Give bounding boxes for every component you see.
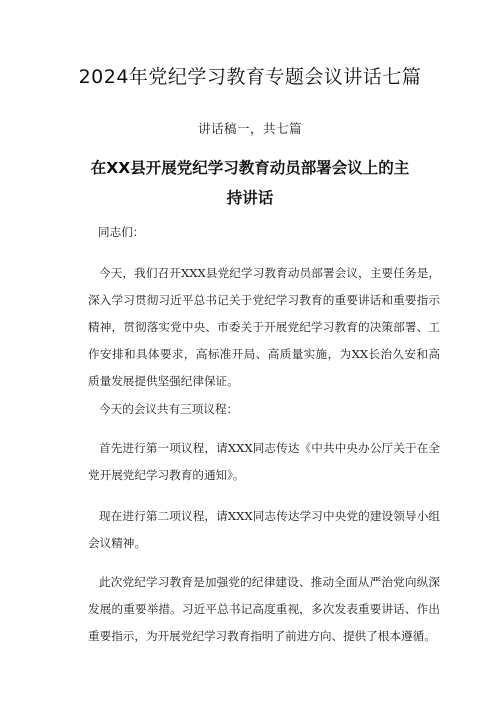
paragraph-significance: 此次党纪学习教育是加强党的纪律建设、推动全面从严治党向纵深发展的重要举措。习近平总书记高度重视，多次发表重要讲话、作出重要指示，为开展党纪学习教育指明了前进方向、提供了根本遵循。 bbox=[88, 575, 440, 643]
speech-title-line-2: 持讲话 bbox=[226, 189, 274, 207]
document-subtitle: 讲话稿一，共七篇 bbox=[197, 121, 302, 136]
document-title: 2024年党纪学习教育专题会议讲话七篇 bbox=[78, 66, 422, 88]
paragraph-agenda-item-1: 首先进行第一项议程，请XXX同志传达《中共中央办公厅关于在全党开展党纪学习教育的通知》。 bbox=[88, 441, 440, 482]
speech-title bbox=[0, 153, 500, 213]
speech-title-line-1: 在XX县开展党纪学习教育动员部署会议上的主 bbox=[90, 159, 410, 177]
paragraph-agenda-item-2: 现在进行第二项议程，请XXX同志传达学习中央党的建设领导小组会议精神。 bbox=[88, 509, 440, 550]
salutation: 同志们： bbox=[98, 225, 145, 239]
paragraph-agenda-intro: 今天的会议共有三项议程： bbox=[99, 402, 239, 416]
paragraph-opening: 今天，我们召开XXX县党纪学习教育动员部署会议，主要任务是，深入学习贯彻习近平总书记关于党纪学习教育的重要讲话和重要指示精神，贯彻落实党中央、市委关于开展党纪学习教育的决策部署、工作安排和具体要求，高标准开局、高质量实施，为XX长治久安和高质量发展提供坚强纪律保证。 bbox=[88, 266, 440, 388]
